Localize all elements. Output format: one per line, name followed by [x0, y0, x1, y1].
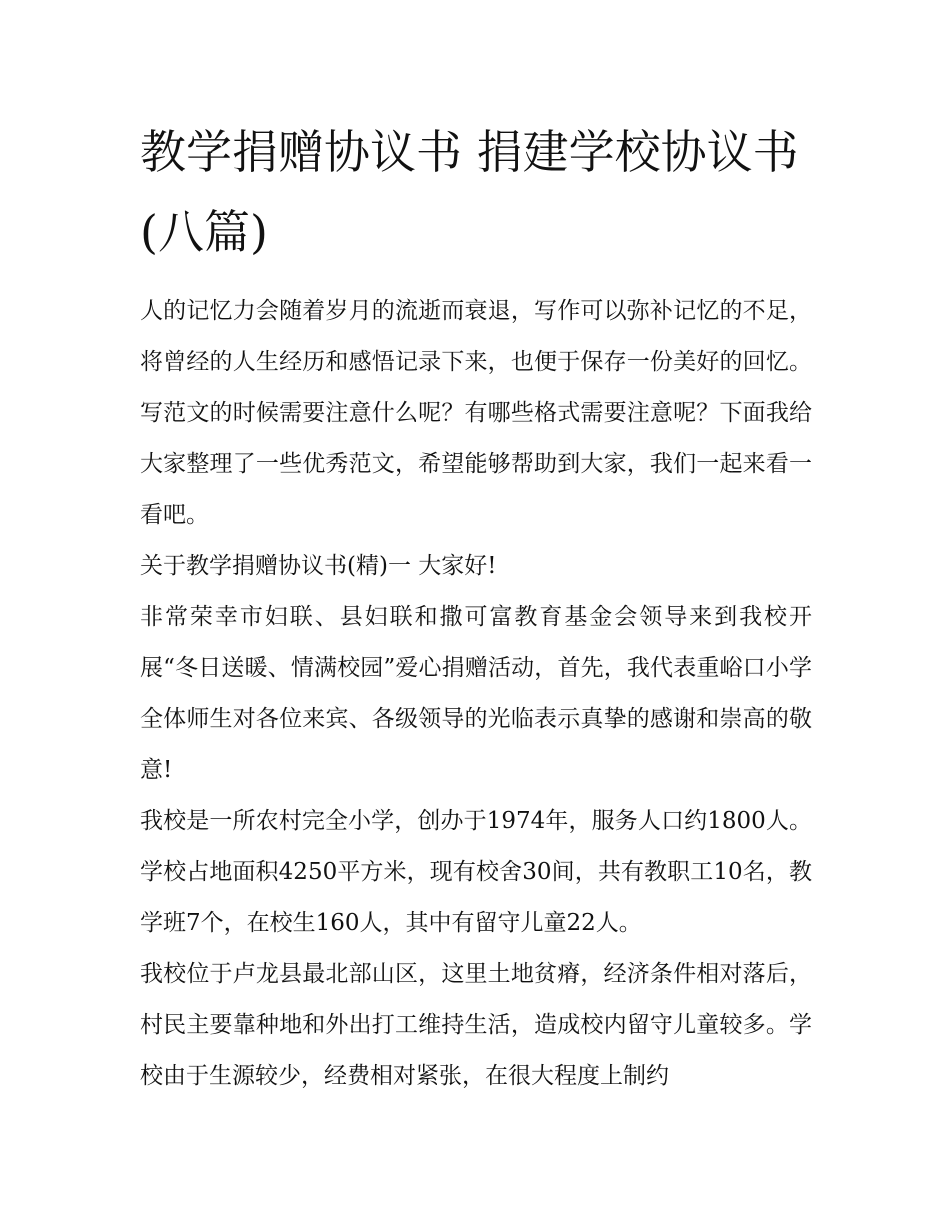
school-info-paragraph: 我校是一所农村完全小学，创办于1974年，服务人口约1800人。学校占地面积4250平方米，现有校舍30间，共有教职工10名，教学班7个，在校生160人，其中有留守儿童22人。	[140, 808, 812, 936]
intro-paragraph: 人的记忆力会随着岁月的流逝而衰退，写作可以弥补记忆的不足，将曾经的人生经历和感悟记录下来，也便于保存一份美好的回忆。写范文的时候需要注意什么呢？有哪些格式需要注意呢？下面我给大家整理了一些优秀范文，希望能够帮助到大家，我们一起来看一看吧。	[140, 298, 812, 528]
welcome-paragraph: 非常荣幸市妇联、县妇联和撒可富教育基金会领导来到我校开展“冬日送暖、情满校园”爱心捐赠活动，首先，我代表重峪口小学全体师生对各位来宾、各级领导的光临表示真挚的感谢和崇高的敬意!	[140, 604, 812, 783]
school-location-paragraph: 我校位于卢龙县最北部山区，这里土地贫瘠，经济条件相对落后，村民主要靠种地和外出打工维持生活，造成校内留守儿童较多。学校由于生源较少，经费相对紧张，在很大程度上制约	[140, 961, 812, 1089]
document-title: 教学捐赠协议书 捐建学校协议书(八篇)	[140, 125, 799, 259]
section-heading-paragraph: 关于教学捐赠协议书(精)一 大家好!	[140, 553, 497, 579]
document-body	[140, 112, 812, 1102]
